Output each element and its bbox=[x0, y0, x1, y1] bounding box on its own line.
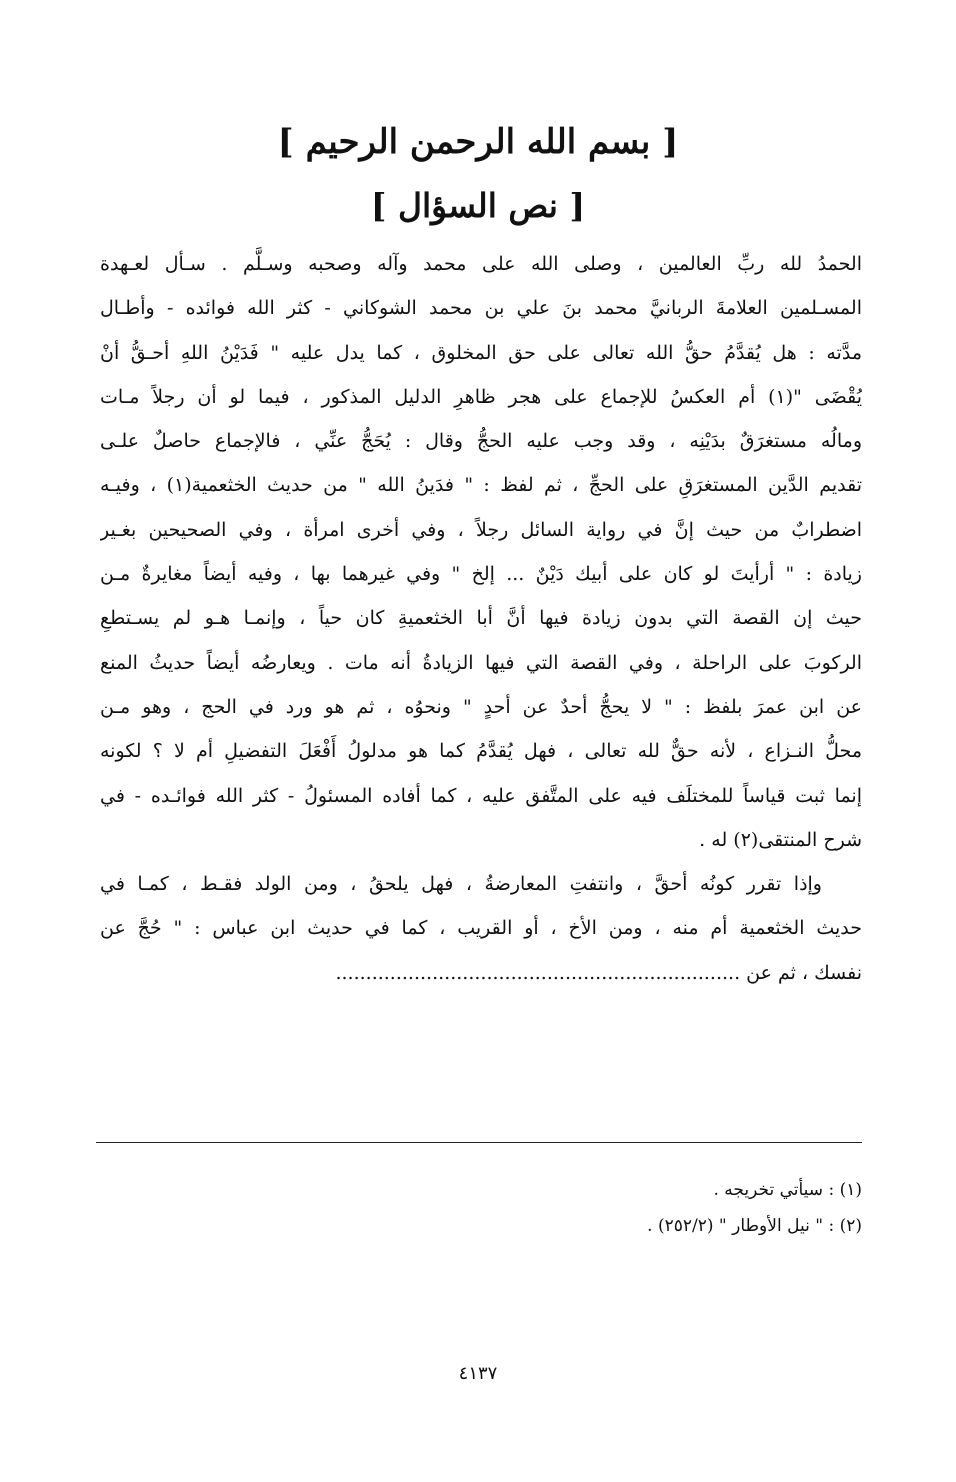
footnotes bbox=[100, 1172, 862, 1244]
page-number: ٤١٣٧ bbox=[458, 1363, 498, 1384]
footnote-1: (١) : سيأتي تخريجه . bbox=[713, 1180, 862, 1200]
body-line: حيث إن القصة التي بدون زيادة فيها أنَّ أبا الخثعميةِ كان حياً ، وإنمـا هـو لم يسـتطعِ bbox=[100, 607, 862, 630]
footnote-divider bbox=[96, 1142, 862, 1143]
body-line: مدَّته : هل يُقدَّمُ حقُّ الله تعالى على حق المخلوق ، كما يدل عليه " فَدَيْنُ اللهِ أحـقُّ أنْ bbox=[100, 341, 862, 364]
basmala-heading: [ بسم الله الرحمن الرحيم ] bbox=[277, 122, 679, 162]
body-line: إنما ثبت قياساً للمختلَف فيه على المتَّفق عليه ، كما أفاده المسئولُ - كثر الله فوائـده - في bbox=[100, 784, 862, 807]
body-line: حديث الخثعمية أم منه ، ومن الأخ ، أو القريب ، كما في حديث ابن عباس : " حُجَّ عن bbox=[100, 917, 862, 940]
footnote-2: (٢) : " نيل الأوطار " (٢٥٢/٢) . bbox=[647, 1216, 862, 1236]
body-line: الركوبَ على الراحلة ، وفي القصة التي فيها الزيادةُ أنه مات . ويعارضُه أيضاً حديثُ المنع bbox=[100, 651, 862, 674]
body-line: عن ابن عمرَ بلفظ : " لا يحجُّ أحدٌ عن أحدٍ " ونحوُه ، ثم هو ورد في الحج ، وهو مـن bbox=[100, 695, 862, 718]
body-line: اضطرابٌ من حيث إنَّ في رواية السائل رجلاً ، وفي أخرى امرأة ، وفي الصحيحين بغـير bbox=[100, 518, 862, 541]
question-title-heading: [ نص السؤال ] bbox=[370, 186, 586, 225]
question-body bbox=[100, 242, 862, 995]
body-line: محلُّ النـزاع ، لأنه حقٌّ لله تعالى ، فهل يُقدَّمُ كما هو مدلولُ أَفْعَلَ التفضيلِ أم لا ؟ لكونه bbox=[100, 740, 862, 763]
body-line: يُقْضَى "(١) أم العكسُ للإجماع على هجر ظاهرِ الدليل المذكور ، فيما لو أن رجلاً مـات bbox=[100, 385, 862, 408]
body-line: الحمدُ لله ربِّ العالمين ، وصلى الله على محمد وآله وصحبه وسـلَّم . سـأل لعـهدة bbox=[100, 253, 862, 275]
body-line: وإذا تقرر كونُه أحقَّ ، وانتفتِ المعارضةُ ، فهل يلحقُ ، ومن الولد فقـط ، كمـا في bbox=[100, 873, 822, 896]
body-line: المسـلمين العلامةَ الربانيَّ محمد بنَ علي بن محمد الشوكاني - كثر الله فوائده - وأطـال bbox=[100, 297, 862, 320]
body-line: ومالُه مستغرَقٌ بدَيْنِه ، وقد وجب عليه الحجُّ وقال : يُحَجُّ عنِّي ، فالإجماع حاصلٌ علـى bbox=[100, 430, 862, 453]
body-line: زيادة : " أرأيتَ لو كان على أبيك دَيْنٌ ... إلخ " وفي غيرهما بها ، وفيه أيضاً مغايرةٌ مـن bbox=[100, 563, 862, 586]
body-line: شرح المنتقى(٢) له . bbox=[699, 828, 862, 851]
body-line: نفسك ، ثم عن ................................................................... bbox=[335, 961, 862, 984]
body-line: تقديم الدَّين المستغرَقِ على الحجِّ ، ثم لفظ : " فدَينُ الله " من حديث الخثعمية(١) ، وفيـه bbox=[100, 474, 862, 497]
